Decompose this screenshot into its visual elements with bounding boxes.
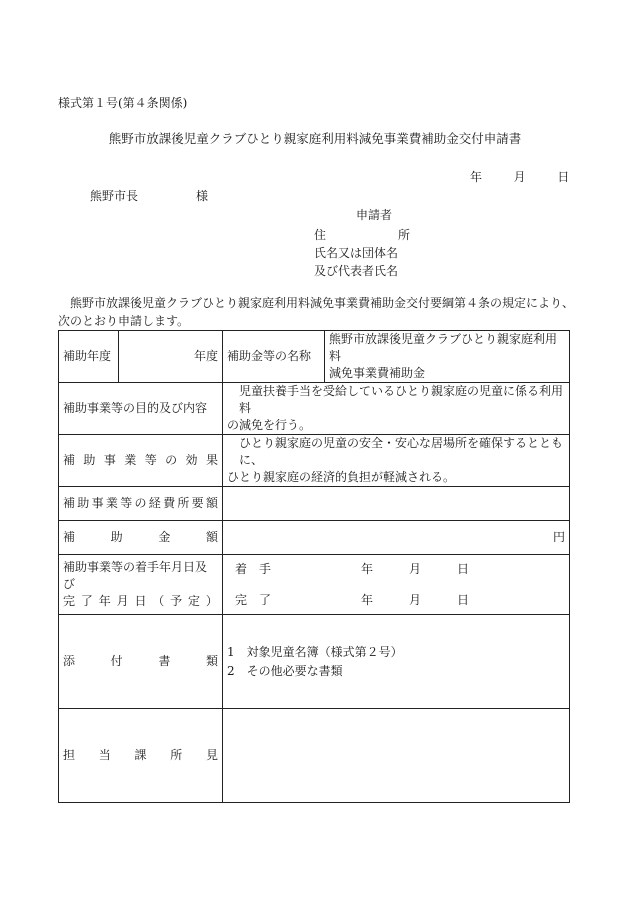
- cost-label: [59, 487, 223, 521]
- effect-char: 業: [124, 453, 137, 467]
- cost-char: 補: [63, 496, 76, 510]
- start-day: 日: [457, 561, 470, 576]
- form-title: 熊野市放課後児童クラブひとり親家庭利用料減免事業費補助金交付申請書: [108, 131, 522, 146]
- end-day: 日: [457, 592, 470, 607]
- addressee-name: 熊野市長: [90, 189, 139, 203]
- row-effect: [59, 435, 570, 487]
- cost-char: 要: [191, 496, 204, 510]
- attachments-label-chars: [63, 653, 218, 670]
- cost-char: 等: [120, 496, 133, 510]
- amount-value-field[interactable]: [223, 521, 570, 555]
- address-label-char-2: 所: [397, 228, 410, 242]
- grant-name-value: [325, 331, 570, 383]
- applicant-label: 申請者: [356, 208, 393, 222]
- schedule-char: 日: [134, 594, 147, 608]
- effect-char: 補: [63, 453, 76, 467]
- row-purpose: [59, 383, 570, 435]
- effect-label-chars: [63, 452, 218, 469]
- attachment-item-1: 1 対象児童名簿（様式第２号）: [227, 644, 403, 659]
- amount-label: [59, 521, 223, 555]
- date-month: 月: [513, 170, 526, 184]
- end-label: 完 了: [235, 592, 272, 607]
- start-label: 着 手: [235, 561, 272, 576]
- attachment-item-2: 2 その他必要な書類: [227, 663, 343, 678]
- effect-char: 事: [103, 453, 116, 467]
- end-month: 月: [409, 592, 422, 607]
- schedule-char: 予: [170, 594, 183, 608]
- cost-char: 事: [91, 496, 104, 510]
- fiscal-year-field[interactable]: 年度: [119, 331, 223, 383]
- row-fiscal-year: [59, 331, 570, 383]
- row-attachments: [59, 615, 570, 709]
- representative-label: 及び代表者氏名: [314, 264, 399, 278]
- grant-name-line1: 熊野市放課後児童クラブひとり親家庭利用料: [329, 332, 558, 363]
- cost-char: 助: [77, 496, 90, 510]
- name-label: 氏名又は団体名: [314, 246, 399, 260]
- schedule-label-line1: 補助事業等の着手年月日及び: [63, 560, 208, 591]
- amount-char: 金: [158, 530, 171, 544]
- purpose-value: [223, 383, 570, 435]
- purpose-line1: 児童扶養手当を受給しているひとり親家庭の児童に係る利用料: [239, 384, 564, 415]
- schedule-rows: [227, 561, 565, 609]
- address-label: [314, 227, 410, 243]
- opinion-char: 所: [170, 748, 183, 762]
- cost-char: 所: [177, 496, 190, 510]
- attachments-char: 付: [110, 654, 123, 668]
- opinion-char: 見: [205, 748, 218, 762]
- end-year: 年: [361, 592, 374, 607]
- schedule-char: ）: [205, 594, 218, 608]
- cost-char: 額: [205, 496, 218, 510]
- effect-label: [59, 435, 223, 487]
- schedule-char: 定: [188, 594, 201, 608]
- amount-char: 補: [63, 530, 76, 544]
- schedule-char: 完: [63, 594, 76, 608]
- cost-char: 経: [148, 496, 161, 510]
- amount-unit: 円: [552, 530, 565, 544]
- start-month: 月: [409, 561, 422, 576]
- opinion-char: 担: [63, 748, 76, 762]
- amount-char: 助: [110, 530, 123, 544]
- cost-char: 費: [163, 496, 176, 510]
- schedule-label-line2: [63, 593, 218, 610]
- schedule-value[interactable]: [223, 555, 570, 615]
- fiscal-year-label: 補助年度: [59, 331, 119, 383]
- schedule-label: [59, 555, 223, 615]
- row-cost: [59, 487, 570, 521]
- effect-char: 効: [185, 453, 198, 467]
- cost-char: 業: [105, 496, 118, 510]
- cost-value-field[interactable]: [223, 487, 570, 521]
- purpose-label: 補助事業等の目的及び内容: [59, 383, 223, 435]
- effect-char: 等: [144, 453, 157, 467]
- attachments-char: 書: [158, 654, 171, 668]
- effect-char: 助: [83, 453, 96, 467]
- attachments-value: [223, 615, 570, 709]
- amount-label-chars: [63, 529, 218, 546]
- form-number: 様式第１号(第４条関係): [58, 96, 188, 110]
- opinion-label-chars: [63, 747, 218, 764]
- opinion-value-field[interactable]: [223, 709, 570, 803]
- opinion-char: 当: [98, 748, 111, 762]
- grant-name-label: 補助金等の名称: [223, 331, 325, 383]
- cost-label-chars: [63, 495, 218, 512]
- schedule-char: 月: [116, 594, 129, 608]
- application-date: [470, 169, 569, 185]
- row-schedule: [59, 555, 570, 615]
- schedule-char: 年: [98, 594, 111, 608]
- date-day: 日: [557, 170, 570, 184]
- addressee-honorific: 様: [196, 189, 209, 203]
- schedule-char: （: [152, 594, 165, 608]
- effect-line1: ひとり親家庭の児童の安全・安心な居場所を確保するとともに、: [239, 436, 564, 467]
- effect-line2: ひとり親家庭の経済的負担が軽減される。: [227, 470, 456, 484]
- grant-name-line2: 減免事業費補助金: [329, 366, 426, 380]
- effect-value: [223, 435, 570, 487]
- cost-char: の: [134, 496, 147, 510]
- attachments-label: [59, 615, 223, 709]
- application-table: [58, 330, 570, 803]
- schedule-char: 了: [80, 594, 93, 608]
- intro-text: 熊野市放課後児童クラブひとり親家庭利用料減免事業費補助金交付要綱第４条の規定により、次のとおり申請します。: [58, 296, 575, 328]
- purpose-line2: の減免を行う。: [227, 418, 312, 432]
- date-year: 年: [470, 170, 483, 184]
- row-opinion: [59, 709, 570, 803]
- amount-char: 額: [205, 530, 218, 544]
- row-amount: [59, 521, 570, 555]
- effect-char: 果: [205, 453, 218, 467]
- attachments-char: 添: [63, 654, 76, 668]
- opinion-label: [59, 709, 223, 803]
- schedule-start-row: [235, 561, 565, 578]
- schedule-end-row: [235, 592, 565, 609]
- effect-char: の: [165, 453, 178, 467]
- attachments-char: 類: [205, 654, 218, 668]
- opinion-char: 課: [134, 748, 147, 762]
- start-year: 年: [361, 561, 374, 576]
- address-label-char-1: 住: [314, 228, 327, 242]
